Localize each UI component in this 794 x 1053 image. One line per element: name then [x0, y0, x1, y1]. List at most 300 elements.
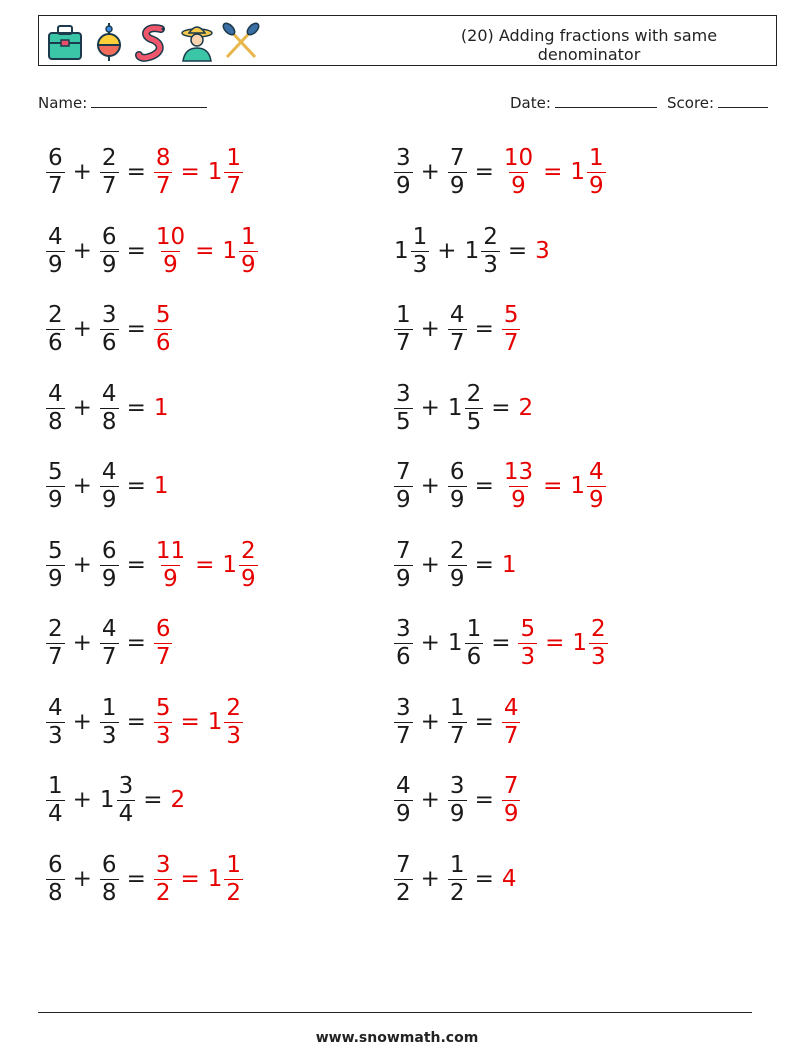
- answer-term: [206, 694, 245, 749]
- denominator: 9: [589, 486, 604, 513]
- addend-term: [98, 301, 121, 356]
- equals-sign: =: [195, 551, 215, 578]
- answer-term: [516, 394, 534, 421]
- numerator: 2: [241, 537, 256, 564]
- fraction: [46, 144, 65, 199]
- numerator: 6: [155, 615, 171, 642]
- equals-sign: =: [180, 708, 200, 735]
- fraction: [394, 380, 413, 435]
- numerator: 1: [396, 301, 411, 328]
- whole-number: 1: [570, 472, 586, 499]
- numerator: 5: [520, 615, 536, 642]
- answer: [152, 615, 175, 670]
- addend-term: [44, 380, 67, 435]
- denominator: 9: [48, 486, 63, 513]
- denominator: 5: [396, 408, 411, 435]
- answer: [152, 851, 245, 906]
- denominator: 9: [589, 172, 604, 199]
- denominator: 6: [155, 329, 171, 356]
- answer: [152, 223, 260, 278]
- answer-term: [500, 694, 523, 749]
- equals-sign: =: [474, 708, 494, 735]
- footer-url: www.snowmath.com: [315, 1030, 479, 1046]
- problem-item: [392, 535, 516, 595]
- denominator: 6: [48, 329, 63, 356]
- problem-item: [392, 299, 522, 359]
- denominator: 7: [226, 172, 242, 199]
- answer-term: [206, 851, 245, 906]
- header-icons: [45, 21, 261, 63]
- numerator: 2: [48, 615, 63, 642]
- plus-sign: +: [420, 315, 440, 342]
- denominator: 9: [163, 565, 178, 592]
- denominator: 8: [48, 408, 63, 435]
- numerator: 4: [396, 772, 411, 799]
- equals-sign: =: [143, 786, 163, 813]
- answer: [500, 458, 608, 513]
- worksheet-header: [38, 15, 777, 66]
- answer: [168, 786, 186, 813]
- denominator: 3: [226, 722, 242, 749]
- answer: [500, 694, 523, 749]
- denominator: 9: [511, 172, 526, 199]
- addend-term: [98, 615, 121, 670]
- equals-sign: =: [474, 786, 494, 813]
- whole-number: 1: [222, 551, 238, 578]
- numerator: 2: [48, 301, 63, 328]
- problem-item: [44, 613, 174, 673]
- fraction: [154, 223, 187, 278]
- numerator: 4: [101, 615, 117, 642]
- equals-sign: =: [180, 158, 200, 185]
- worm-icon: [133, 21, 173, 63]
- fraction: [394, 144, 413, 199]
- plus-sign: +: [72, 158, 92, 185]
- fraction: [502, 144, 535, 199]
- equals-sign: =: [474, 551, 494, 578]
- fraction: [394, 301, 413, 356]
- numerator: 2: [449, 537, 465, 564]
- date-label: Date:: [510, 94, 551, 112]
- answer: [500, 144, 608, 199]
- plus-sign: +: [72, 551, 92, 578]
- plus-sign: +: [420, 865, 440, 892]
- answer-term: [168, 786, 186, 813]
- addend-term: [446, 615, 485, 670]
- fraction: [100, 223, 119, 278]
- plus-sign: +: [72, 394, 92, 421]
- fraction: [587, 144, 606, 199]
- addend-term: [446, 694, 469, 749]
- whole-number: 1: [153, 394, 169, 421]
- answer-term: [500, 865, 517, 892]
- fraction: [154, 537, 187, 592]
- problem-item: [392, 849, 516, 909]
- addend-term: [44, 537, 67, 592]
- answer-term: [533, 237, 550, 264]
- fraction: [46, 301, 65, 356]
- whole-number: 2: [518, 394, 534, 421]
- equals-sign: =: [474, 158, 494, 185]
- plus-sign: +: [420, 394, 440, 421]
- plus-sign: +: [72, 708, 92, 735]
- numerator: 3: [155, 851, 171, 878]
- fraction: [448, 772, 467, 827]
- addend-term: [98, 458, 121, 513]
- addend-term: [446, 301, 469, 356]
- denominator: 9: [241, 251, 256, 278]
- equals-sign: =: [126, 472, 146, 499]
- denominator: 9: [396, 565, 411, 592]
- numerator: 3: [449, 772, 465, 799]
- numerator: 5: [155, 301, 171, 328]
- denominator: 7: [101, 643, 117, 670]
- fraction: [46, 380, 65, 435]
- fraction: [502, 458, 535, 513]
- plus-sign: +: [420, 708, 440, 735]
- answer: [500, 772, 523, 827]
- answer-term: [500, 458, 537, 513]
- numerator: 3: [396, 144, 411, 171]
- equals-sign: =: [474, 315, 494, 342]
- numerator: 1: [589, 144, 604, 171]
- fraction: [117, 772, 136, 827]
- denominator: 7: [48, 172, 63, 199]
- answer: [152, 144, 245, 199]
- answer: [500, 551, 517, 578]
- numerator: 1: [449, 851, 465, 878]
- answer-term: [206, 144, 245, 199]
- score-line[interactable]: [718, 93, 768, 108]
- problem-item: [392, 770, 522, 830]
- numerator: 2: [466, 380, 482, 407]
- fraction: [502, 301, 521, 356]
- answer-term: [152, 615, 175, 670]
- fraction: [465, 380, 484, 435]
- answer: [516, 615, 609, 670]
- name-line[interactable]: [91, 93, 207, 108]
- addend-term: [44, 851, 67, 906]
- answer-term: [500, 301, 523, 356]
- answer-term: [568, 144, 607, 199]
- addend-term: [446, 380, 485, 435]
- fraction: [224, 694, 243, 749]
- whole-number: 1: [447, 394, 463, 421]
- fraction: [154, 851, 173, 906]
- fraction: [448, 851, 467, 906]
- fraction: [154, 694, 173, 749]
- addend-term: [446, 144, 469, 199]
- equals-sign: =: [543, 472, 563, 499]
- addend-term: [392, 458, 415, 513]
- addend-term: [98, 223, 121, 278]
- denominator: 8: [101, 879, 117, 906]
- problem-item: [44, 692, 245, 752]
- addend-term: [392, 851, 415, 906]
- answer: [152, 537, 260, 592]
- denominator: 2: [449, 879, 465, 906]
- addend-term: [446, 772, 469, 827]
- addend-term: [392, 301, 415, 356]
- problem-item: [44, 535, 260, 595]
- plus-sign: +: [72, 786, 92, 813]
- denominator: 7: [101, 172, 117, 199]
- denominator: 7: [396, 329, 411, 356]
- denominator: 7: [155, 643, 171, 670]
- answer-term: [516, 615, 539, 670]
- answer-term: [152, 472, 169, 499]
- equals-sign: =: [126, 708, 146, 735]
- numerator: 6: [449, 458, 465, 485]
- answer-term: [152, 694, 175, 749]
- fisherman-icon: [177, 21, 217, 63]
- addend-term: [98, 694, 121, 749]
- addend-term: [446, 458, 469, 513]
- denominator: 6: [101, 329, 117, 356]
- plus-sign: +: [72, 315, 92, 342]
- denominator: 9: [163, 251, 178, 278]
- equals-sign: =: [126, 315, 146, 342]
- denominator: 3: [101, 722, 117, 749]
- fraction: [394, 694, 413, 749]
- numerator: 7: [396, 851, 411, 878]
- fraction: [100, 851, 119, 906]
- fraction: [394, 537, 413, 592]
- addend-term: [44, 301, 67, 356]
- answer-term: [500, 144, 537, 199]
- numerator: 2: [483, 223, 498, 250]
- toolbox-icon: [45, 21, 85, 63]
- numerator: 1: [48, 772, 63, 799]
- equals-sign: =: [491, 629, 511, 656]
- numerator: 1: [241, 223, 256, 250]
- answer-term: [152, 537, 189, 592]
- numerator: 3: [118, 772, 134, 799]
- fraction: [100, 537, 119, 592]
- fraction: [448, 144, 467, 199]
- numerator: 1: [412, 223, 428, 250]
- plus-sign: +: [72, 237, 92, 264]
- denominator: 5: [466, 408, 482, 435]
- numerator: 7: [396, 537, 411, 564]
- numerator: 6: [101, 537, 117, 564]
- numerator: 7: [449, 144, 465, 171]
- fraction: [46, 694, 65, 749]
- plus-sign: +: [420, 472, 440, 499]
- denominator: 6: [396, 643, 411, 670]
- numerator: 1: [101, 694, 117, 721]
- problem-item: [44, 221, 260, 281]
- fraction: [224, 144, 243, 199]
- denominator: 9: [101, 486, 117, 513]
- denominator: 9: [396, 172, 411, 199]
- numerator: 4: [589, 458, 604, 485]
- equals-sign: =: [545, 629, 565, 656]
- fraction: [46, 772, 65, 827]
- denominator: 2: [226, 879, 242, 906]
- numerator: 2: [591, 615, 606, 642]
- addend-term: [44, 772, 67, 827]
- denominator: 2: [396, 879, 411, 906]
- numerator: 1: [226, 144, 242, 171]
- numerator: 4: [48, 380, 63, 407]
- problem-item: [44, 142, 245, 202]
- fraction: [448, 458, 467, 513]
- numerator: 4: [449, 301, 465, 328]
- denominator: 8: [101, 408, 117, 435]
- denominator: 4: [48, 800, 63, 827]
- equals-sign: =: [126, 629, 146, 656]
- problem-item: [392, 613, 610, 673]
- whole-number: 1: [207, 865, 223, 892]
- fraction: [448, 694, 467, 749]
- numerator: 3: [396, 380, 411, 407]
- whole-number: 3: [535, 237, 550, 264]
- denominator: 9: [396, 800, 411, 827]
- numerator: 4: [101, 380, 117, 407]
- equals-sign: =: [126, 237, 146, 264]
- fraction: [224, 851, 243, 906]
- fraction: [154, 301, 173, 356]
- numerator: 3: [396, 615, 411, 642]
- equals-sign: =: [126, 551, 146, 578]
- addend-term: [44, 144, 67, 199]
- numerator: 4: [48, 694, 63, 721]
- fraction: [46, 537, 65, 592]
- denominator: 3: [48, 722, 63, 749]
- answer: [500, 301, 523, 356]
- answer: [152, 301, 175, 356]
- addend-term: [463, 223, 502, 278]
- plus-sign: +: [420, 551, 440, 578]
- answer-term: [568, 458, 607, 513]
- denominator: 9: [511, 486, 526, 513]
- equals-sign: =: [474, 865, 494, 892]
- addend-term: [98, 772, 137, 827]
- numerator: 4: [503, 694, 519, 721]
- whole-number: 1: [501, 551, 517, 578]
- denominator: 7: [155, 172, 171, 199]
- fraction: [481, 223, 500, 278]
- denominator: 8: [48, 879, 63, 906]
- numerator: 5: [48, 537, 63, 564]
- addend-term: [392, 615, 415, 670]
- score-label: Score:: [667, 94, 715, 112]
- problem-item: [392, 456, 608, 516]
- problem-item: [44, 378, 168, 438]
- answer-term: [152, 301, 175, 356]
- whole-number: 1: [570, 158, 586, 185]
- addend-term: [44, 694, 67, 749]
- answer-term: [500, 551, 517, 578]
- addend-term: [392, 223, 431, 278]
- addend-term: [44, 458, 67, 513]
- answer-term: [220, 223, 259, 278]
- answer: [152, 472, 169, 499]
- numerator: 5: [503, 301, 519, 328]
- plus-sign: +: [420, 158, 440, 185]
- numerator: 10: [155, 223, 186, 250]
- answer: [533, 237, 550, 264]
- plus-sign: +: [420, 786, 440, 813]
- denominator: 7: [48, 643, 63, 670]
- problem-item: [44, 456, 168, 516]
- equals-sign: =: [126, 865, 146, 892]
- numerator: 6: [101, 223, 117, 250]
- answer-term: [220, 537, 259, 592]
- equals-sign: =: [474, 472, 494, 499]
- whole-number: 1: [207, 158, 223, 185]
- answer-term: [152, 223, 189, 278]
- addend-term: [44, 223, 67, 278]
- answer: [516, 394, 534, 421]
- fraction: [46, 851, 65, 906]
- denominator: 7: [396, 722, 411, 749]
- numerator: 6: [101, 851, 117, 878]
- denominator: 3: [483, 251, 498, 278]
- fraction: [448, 537, 467, 592]
- numerator: 4: [101, 458, 117, 485]
- whole-number: 2: [170, 786, 186, 813]
- addend-term: [98, 380, 121, 435]
- equals-sign: =: [180, 865, 200, 892]
- date-line[interactable]: [555, 93, 657, 108]
- answer-term: [152, 851, 175, 906]
- denominator: 9: [241, 565, 256, 592]
- numerator: 2: [226, 694, 242, 721]
- addend-term: [446, 537, 469, 592]
- fraction: [394, 772, 413, 827]
- fraction: [465, 615, 484, 670]
- denominator: 9: [396, 486, 411, 513]
- plus-sign: +: [437, 237, 457, 264]
- addend-term: [392, 144, 415, 199]
- fraction: [589, 615, 608, 670]
- plus-sign: +: [72, 472, 92, 499]
- numerator: 7: [396, 458, 411, 485]
- numerator: 6: [48, 144, 63, 171]
- answer-term: [500, 772, 523, 827]
- equals-sign: =: [491, 394, 511, 421]
- fraction: [394, 851, 413, 906]
- equals-sign: =: [195, 237, 215, 264]
- denominator: 9: [48, 251, 63, 278]
- numerator: 8: [155, 144, 171, 171]
- denominator: 9: [101, 565, 117, 592]
- problem-item: [44, 299, 174, 359]
- numerator: 3: [101, 301, 117, 328]
- fraction: [100, 380, 119, 435]
- answer-term: [570, 615, 609, 670]
- fraction: [394, 615, 413, 670]
- problem-item: [392, 692, 522, 752]
- name-label: Name:: [38, 94, 88, 112]
- fishing-bobber-icon: [89, 21, 129, 63]
- fraction: [46, 615, 65, 670]
- whole-number: 4: [501, 865, 517, 892]
- numerator: 1: [449, 694, 465, 721]
- equals-sign: =: [126, 394, 146, 421]
- addend-term: [392, 380, 415, 435]
- answer: [152, 694, 245, 749]
- numerator: 5: [155, 694, 171, 721]
- date-field: [510, 93, 657, 112]
- fraction: [448, 301, 467, 356]
- problem-item: [44, 849, 245, 909]
- addend-term: [98, 144, 121, 199]
- denominator: 3: [520, 643, 536, 670]
- addend-term: [98, 851, 121, 906]
